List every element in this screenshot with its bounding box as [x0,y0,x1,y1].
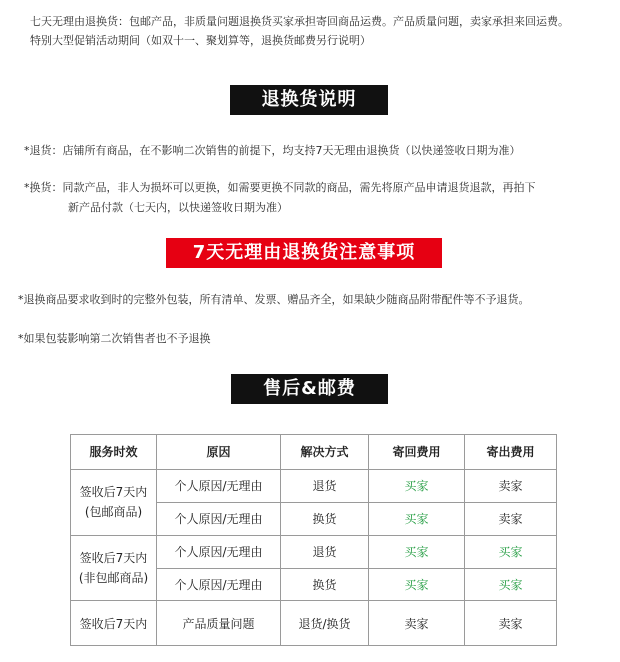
solution-cell: 退货 [281,535,369,568]
send-fee-cell: 卖家 [465,502,557,535]
service-period-cell [71,469,157,535]
table-row [71,535,557,568]
notice-packaging-text: *退换商品要求收到时的完整外包装，所有清单、发票、赠品齐全，如果缺少随商品附带配件等不予退货。 [18,293,530,306]
reason-cell: 个人原因/无理由 [157,535,281,568]
service-period-cell [71,535,157,601]
send-fee-cell: 买家 [465,568,557,601]
header-solution: 解决方式 [281,435,369,470]
intro-line-1: 七天无理由退换货：包邮产品，非质量问题退换货买家承担寄回商品运费。产品质量问题，卖家承担来回运费。 [30,15,569,28]
exchange-policy-text-1: *换货：同款产品，非人为损坏可以更换，如需要更换不同款的商品，需先将原产品申请退货退款，再拍下 [24,181,536,194]
section-title-return-exchange: 退换货说明 [230,85,388,115]
exchange-policy-text-2: 新产品付款（七天内，以快递签收日期为准） [68,201,288,214]
section-title-after-sales: 售后&邮费 [231,374,388,404]
service-period-text: 签收后7天内 [79,485,148,500]
solution-cell: 退货 [281,469,369,502]
after-sales-fee-table [70,434,557,646]
return-fee-cell: 买家 [369,568,465,601]
intro-line-2: 特别大型促销活动期间（如双十一、聚划算等，退换货邮费另行说明） [30,34,371,47]
reason-cell: 产品质量问题 [157,601,281,646]
send-fee-cell: 卖家 [465,469,557,502]
header-service-period: 服务时效 [71,435,157,470]
reason-cell: 个人原因/无理由 [157,568,281,601]
reason-cell: 个人原因/无理由 [157,469,281,502]
service-period-note: (非包邮商品) [78,571,149,586]
service-period-cell: 签收后7天内 [71,601,157,646]
return-fee-cell: 买家 [369,469,465,502]
return-fee-cell: 卖家 [369,601,465,646]
solution-cell: 换货 [281,502,369,535]
solution-cell: 换货 [281,568,369,601]
service-period-text: 签收后7天内 [79,551,148,566]
solution-cell: 退货/换货 [281,601,369,646]
return-fee-cell: 买家 [369,502,465,535]
section-title-notice: 7天无理由退换货注意事项 [166,238,442,268]
header-return-fee: 寄回费用 [369,435,465,470]
service-period-note: (包邮商品) [84,505,143,520]
table-header-row [71,435,557,470]
notice-resale-text: *如果包装影响第二次销售者也不予退换 [18,332,211,345]
table-row [71,469,557,502]
reason-cell: 个人原因/无理由 [157,502,281,535]
table-row [71,601,557,646]
return-policy-text: *退货：店铺所有商品，在不影响二次销售的前提下，均支持7天无理由退换货（以快递签收日期为准） [24,144,521,157]
send-fee-cell: 买家 [465,535,557,568]
header-reason: 原因 [157,435,281,470]
header-send-fee: 寄出费用 [465,435,557,470]
return-fee-cell: 买家 [369,535,465,568]
send-fee-cell: 卖家 [465,601,557,646]
